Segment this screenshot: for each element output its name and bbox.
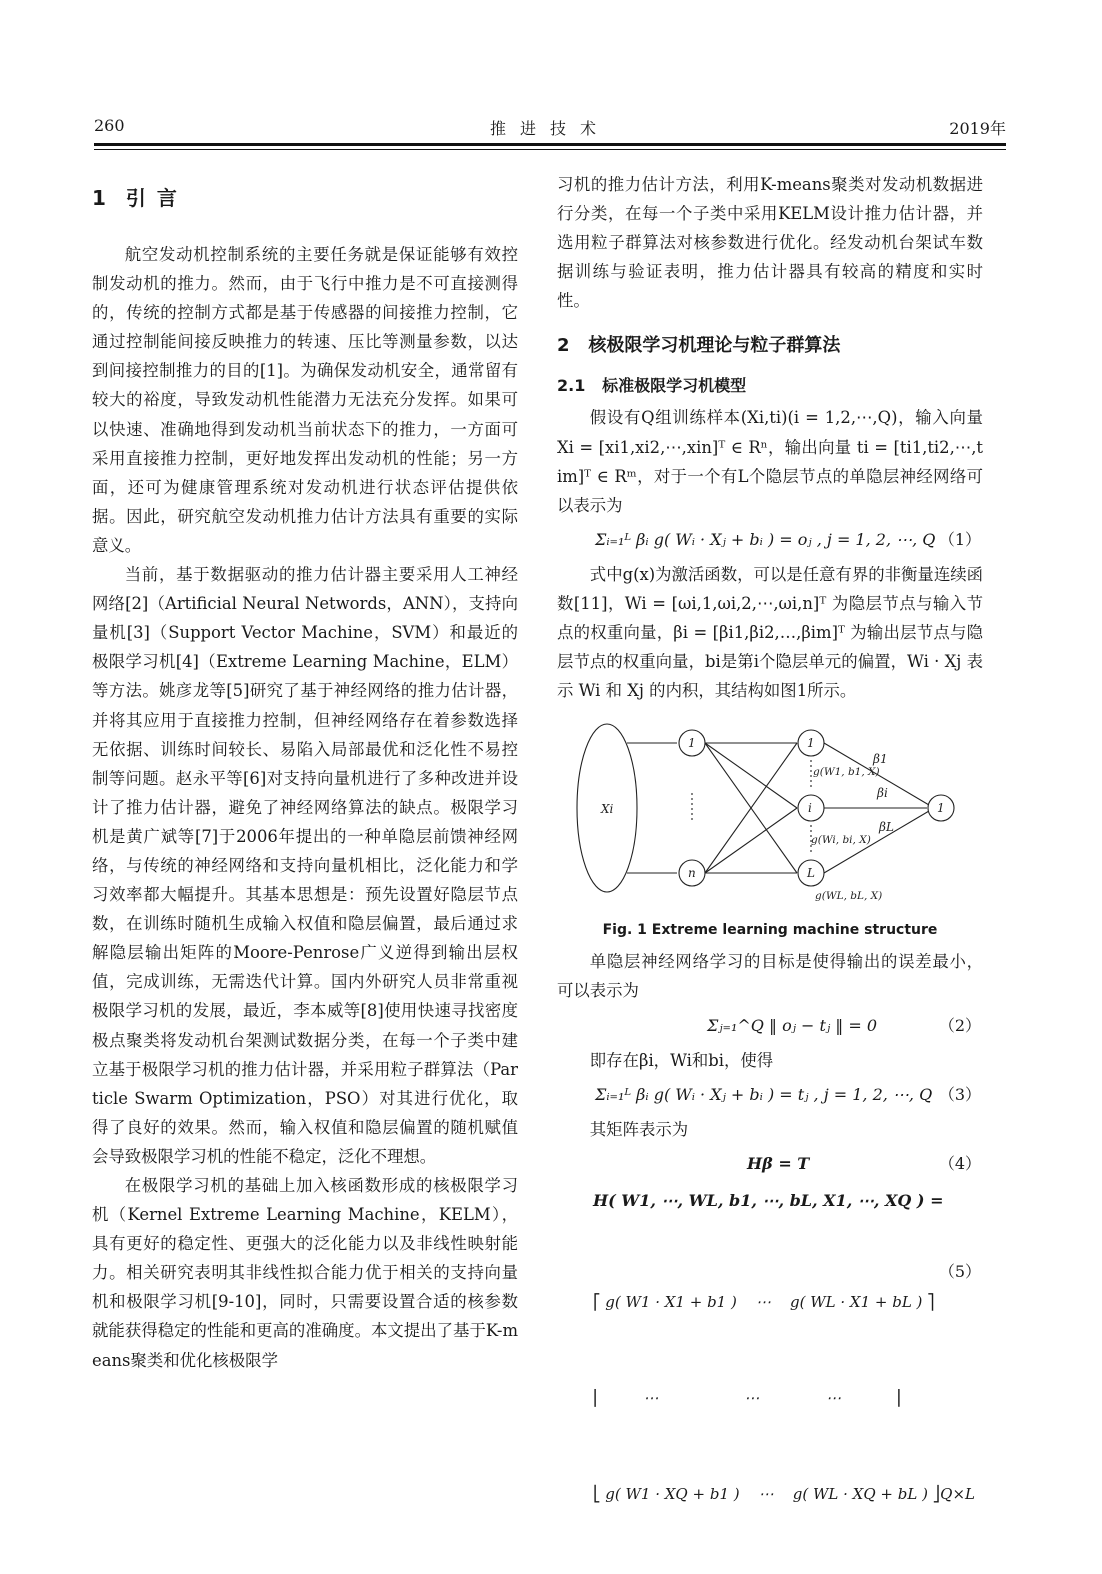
intro-paragraph-1: 航空发动机控制系统的主要任务就是保证能够有效控制发动机的推力。然而，由于飞行中推力是不可直接测得的，传统的控制方式都是基于传感器的间接推力控制，它通过控制能间接反映推力的转速、压比等测量参数，以达到间接控制推力的目的[1]。为确保发动机安全，通常留有较大的裕度，导致发动机性能潜力无法充分发挥。如果可以快速、准确地得到发动机当前状态下的推力，一方面可采用直接推力控制，更好地发挥出发动机的性能；另一方面，还可为健康管理系统对发动机进行状态评估提供依据。因此，研究航空发动机推力估计方法具有重要的实际意义。 [92,245,518,555]
figure-1 [557,713,983,913]
equation-5-number: （5） [938,1261,981,1281]
section-1-number: 1 [92,186,108,210]
header-rule-thick [94,143,1006,146]
figure-hidden-node-mid-label: i [808,801,812,816]
header-rule-thin [94,149,1006,150]
intro-paragraph-2: 当前，基于数据驱动的推力估计器主要采用人工神经网络[2]（Artificial Neural Networds，ANN），支持向量机[3]（Support Vector Machine，SVM）和最近的极限学习机[4]（Extreme Learning Machine，ELM）等方法。姚彦龙等[5]研究了基于神经网络的推力估计器，并将其应用于直接推力控制，但神经网络存在着参数选择无依据、训练时间较长、易陷入局部最优和泛化性不易控制等问题。赵永平等[6]对支持向量机进行了多种改进并设计了推力估计器，避免了神经网络算法的缺点。极限学习机是黄广斌等[7]于2006年提出的一种单隐层前馈神经网络，与传统的神经网络和支持向量机相比，泛化能力和学习效率都大幅提升。其基本思想是：预先设置好隐层节点数，在训练时随机生成输入权值和隐层偏置，最后通过求解隐层输出矩阵的Moore-Penrose广义逆得到输出层权值，完成训练，无需迭代计算。国内外研究人员非常重视极限学习机的发展，最近，李本威等[8]使用快速寻找密度极点聚类将发动机台架测试数据分类，在每一个子类中建立基于极限学习机的推力估计器，并采用粒子群算法（Particle Swarm Optimization，PSO）对其进行优化，取得了良好的效果。然而，输入权值和隐层偏置的随机赋值会导致极限学习机的性能不稳定，泛化不理想。 [92,565,518,1166]
section-1-heading [92,184,518,240]
left-column [92,184,518,1375]
equation-5-matrix [557,1218,983,1503]
right-column [557,170,983,1503]
equation-2 [557,1006,983,1046]
elm-paragraph-2: 式中g(x)为激活函数，可以是任意有界的非衡量连续函数[11]，Wi = [ωi,1,ωi,2,⋯,ωi,n]ᵀ 为隐层节点与输入节点的权重向量，βi = [βi1,βi2,…,βim]ᵀ 为输出层节点与隐层节点的权重向量，bi是第i个隐层单元的偏置，Wi · Xj 表示 Wi 和 Xj 的内积，其结构如图1所示。 [557,564,983,701]
equation-4-expression: Hβ = T [747,1153,810,1173]
section-2-1-title: 标准极限学习机模型 [602,376,747,396]
section-2-heading [557,329,983,363]
figure-g-bottom-label: g(WL, bL, X) [815,890,883,903]
figure-beta-L-label: βL [879,820,894,835]
figure-input-label: Xi [601,802,614,817]
figure-beta-1-label: β1 [873,752,888,767]
equation-5-row-1: ⎡ g( W1 · X1 + b1 ) ⋯ g( WL · X1 + bL ) ⎤ [593,1292,935,1311]
figure-g-mid-label: g(Wi, bi, X) [811,834,871,847]
figure-input-node-top-label: 1 [688,736,696,751]
journal-title: 推进技术 [489,119,610,138]
figure-beta-i-label: βi [877,786,888,801]
equation-5-lhs: H( W1, ⋯, WL, b1, ⋯, bL, X1, ⋯, XQ ) = [593,1190,944,1210]
section-2-1-heading [557,369,983,403]
equation-5-row-3: ⎣ g( W1 · XQ + b1 ) ⋯ g( WL · XQ + bL ) ⎦Q×L [593,1484,976,1503]
journal-year: 2019年 [949,119,1006,138]
equation-4 [557,1144,983,1184]
section-2-title: 核极限学习机理论与粒子群算法 [588,335,841,357]
figure-hidden-node-bottom-label: L [807,866,815,881]
equation-5-head [557,1184,983,1218]
equation-5-row-2: ⎢ ⋯ ⋯ ⋯ ⎥ [593,1388,901,1407]
section-2-1-number: 2.1 [557,376,586,396]
elm-paragraph-4: 即存在βi，Wi和bi，使得 [589,1050,774,1070]
figure-output-node-label: 1 [937,801,945,816]
intro-paragraph-3: 在极限学习机的基础上加入核函数形成的核极限学习机（Kernel Extreme Learning Machine，KELM），具有更好的稳定性、更强大的泛化能力以及非线性映射能力。相关研究表明其非线性拟合能力优于相关的支持向量机和极限学习机[9-10]，同时，只需要设置合适的核参数就能获得稳定的性能和更高的准确度。本文提出了基于K-means聚类和优化核极限学 [92,1176,518,1370]
figure-g-top-label: g(W1, b1, X) [813,766,880,779]
figure-1-caption: Fig. 1 Extreme learning machine structure [602,922,938,939]
elm-paragraph-1: 假设有Q组训练样本(Xi,ti)(i = 1,2,⋯,Q)，输入向量 Xi = [xi1,xi2,⋯,xin]ᵀ ∈ Rⁿ，输出向量 ti = [ti1,ti2,⋯,tim]ᵀ ∈ Rᵐ，对于一个有L个隐层节点的单隐层神经网络可以表示为 [557,408,983,515]
figure-input-node-bottom-label: n [688,866,696,881]
intro-paragraph-continued: 习机的推力估计方法，利用K-means聚类对发动机数据进行分类，在每一个子类中采用KELM设计推力估计器，并选用粒子群算法对核参数进行优化。经发动机台架试车数据训练与验证表明，推力估计器具有较高的精度和实时性。 [557,175,983,311]
elm-paragraph-3: 单隐层神经网络学习的目标是使得输出的误差最小，可以表示为 [557,952,983,1001]
equation-4-number: （4） [938,1153,981,1173]
elm-paragraph-5: 其矩阵表示为 [589,1119,689,1139]
figure-hidden-node-top-label: 1 [807,736,815,751]
equation-1-number: （1） [938,529,981,549]
equation-3 [557,1075,983,1115]
section-2-number: 2 [557,335,570,357]
elm-structure-diagram [557,713,983,913]
equation-2-number: （2） [938,1015,981,1035]
equation-1-expression: Σᵢ₌₁ᴸ βᵢ g( Wᵢ · Xⱼ + bᵢ ) = oⱼ , j = 1, 2, ⋯, Q [595,529,936,549]
edge-in1-hi [705,743,797,808]
equation-3-expression: Σᵢ₌₁ᴸ βᵢ g( Wᵢ · Xⱼ + bᵢ ) = tⱼ , j = 1, 2, ⋯, Q [595,1084,933,1104]
page-header [94,116,1006,142]
edge-inn-hi [705,808,797,873]
equation-1 [557,520,983,560]
section-1-title: 引 言 [125,186,179,210]
equation-5-matrix-rows [593,1222,975,1574]
page-number: 260 [94,116,125,135]
equation-3-number: （3） [938,1084,981,1104]
equation-2-expression: Σⱼ₌₁^Q ‖ oⱼ − tⱼ ‖ = 0 [707,1015,878,1035]
